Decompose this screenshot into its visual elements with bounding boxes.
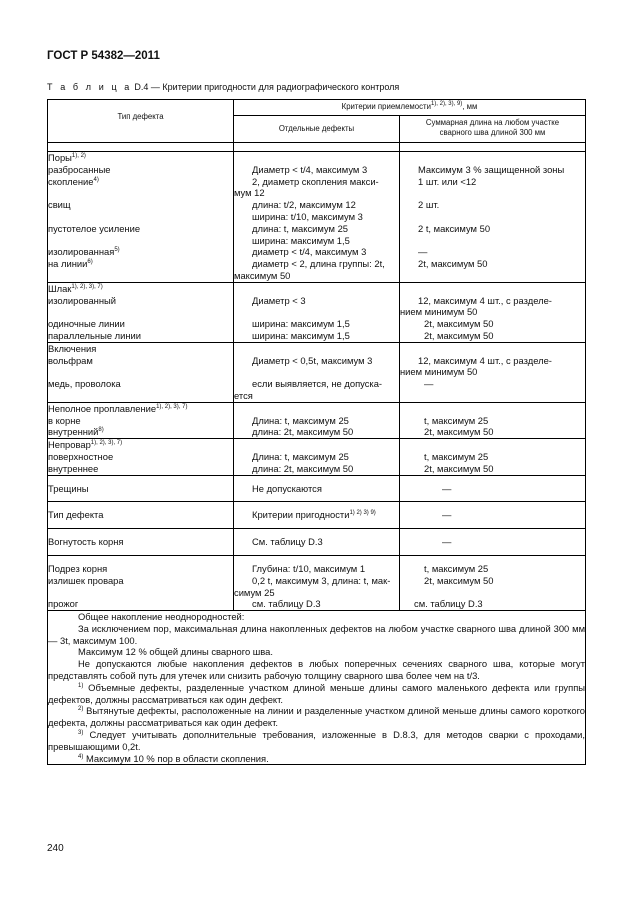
undercut-single-cell xyxy=(234,555,400,610)
lof-total-cell xyxy=(400,402,586,438)
incl-c2-2b: ется xyxy=(234,389,253,401)
slag-c3-3: 2t, максимум 50 xyxy=(424,329,494,341)
header-total-length xyxy=(400,116,586,143)
undercut-c2-3: см. таблицу D.3 xyxy=(252,598,321,610)
undercut-c2-2a: 0,2 t, максимум 3, длина: t, мак- xyxy=(252,574,391,586)
blank-line xyxy=(48,211,233,223)
header-row-1 xyxy=(48,100,586,116)
type2-single-cell xyxy=(234,502,400,529)
lof-single-cell xyxy=(234,402,400,438)
slag-parallel-lines: параллельные линии xyxy=(48,329,142,341)
ip-c3-2: 2t, максимум 50 xyxy=(424,462,494,474)
lof-type-cell xyxy=(48,402,234,438)
pores-scattered: разбросанные xyxy=(48,163,111,175)
slag-single-lines: одиночные линии xyxy=(48,318,125,330)
concavity-title: Вогнутость корня xyxy=(48,536,124,548)
pores-wormhole: свищ xyxy=(48,199,71,211)
slag-c2-1: Диаметр < 3 xyxy=(252,294,306,306)
pores-c3-2: 1 шт. или <12 xyxy=(418,175,477,187)
slag-c3-1b: нием минимум 50 xyxy=(400,306,478,318)
concavity-single-cell xyxy=(234,529,400,556)
incl-single-cell xyxy=(234,342,400,402)
header-col3-line2: сварного шва длиной 300 мм xyxy=(439,128,546,137)
row-defect-type xyxy=(48,502,586,529)
pores-c2-4: ширина: t/10, максимум 3 xyxy=(252,210,363,222)
criteria-table xyxy=(47,99,586,765)
pores-c2-8b: максимум 50 xyxy=(234,269,291,281)
pores-cluster: скопление$^{4)}$ xyxy=(48,175,99,187)
pores-c3-1: Максимум 3 % защищенной зоны xyxy=(418,163,565,175)
undercut-burnthrough: прожог xyxy=(48,598,79,610)
blank-line xyxy=(48,235,233,247)
type2-c2: Критерии пригодности$^{1) 2) 3) 9)}$ xyxy=(252,509,376,521)
row-incomplete-penetration xyxy=(48,439,586,475)
incl-c2-1: Диаметр < 0,5t, максимум 3 xyxy=(252,354,373,366)
lof-c3-2: 2t, максимум 50 xyxy=(424,426,494,438)
pores-c2-6: ширина: максимум 1,5 xyxy=(252,234,350,246)
header-col3-line1: Суммарная длина на любом участке xyxy=(425,118,560,127)
pores-hollow-bead: пустотелое усиление xyxy=(48,222,141,234)
lof-c3-1: t, максимум 25 xyxy=(424,414,489,426)
header-group-text: Критерии приемлемости xyxy=(341,102,431,111)
standard-number: ГОСТ Р 54382—2011 xyxy=(47,50,160,62)
pores-c2-2b: мум 12 xyxy=(234,187,265,199)
ip-c2-1: Длина: t, максимум 25 xyxy=(252,450,349,462)
pores-c2-2a: 2, диаметр скопления макси- xyxy=(252,175,379,187)
header-group-unit: , мм xyxy=(462,102,478,111)
header-single-defects xyxy=(234,116,400,143)
pores-total-cell xyxy=(400,152,586,283)
incl-c3-1b: нием минимум 50 xyxy=(400,366,478,378)
undercut-total-cell xyxy=(400,555,586,610)
spacer-cell xyxy=(48,143,234,152)
slag-type-cell xyxy=(48,282,234,342)
pores-c3-6: 2t, максимум 50 xyxy=(418,258,488,270)
pores-c2-3: длина: t/2, максимум 12 xyxy=(252,199,356,211)
incl-copper: медь, проволока xyxy=(48,378,121,390)
cracks-total-cell xyxy=(400,475,586,502)
notes-cell xyxy=(48,611,586,765)
header-acceptance xyxy=(234,100,586,116)
note-accumulation-3: Не допускаются любые накопления дефектов в любых поперечных сечениях сварного шва, которые могут представлять собой путь для утечек или снизить рабочую толщину сварного шва более чем на t/3. xyxy=(48,658,586,682)
blank-line xyxy=(48,187,233,199)
row-incomplete-fusion xyxy=(48,402,586,438)
incl-c3-1a: 12, максимум 4 шт., с разделе- xyxy=(418,354,552,366)
slag-isolated: изолированный xyxy=(48,294,116,306)
concavity-c2: См. таблицу D.3 xyxy=(252,536,323,548)
ip-internal: внутреннее xyxy=(48,462,99,474)
header-defect-type xyxy=(48,100,234,143)
caption-label: Т а б л и ц а xyxy=(47,82,132,92)
undercut-c3-1: t, максимум 25 xyxy=(424,562,489,574)
incl-title: Включения xyxy=(48,342,97,354)
incl-tungsten: вольфрам xyxy=(48,354,93,366)
ip-c3-1: t, максимум 25 xyxy=(424,450,489,462)
type2-title: Тип дефекта xyxy=(48,509,104,521)
type2-total-cell xyxy=(400,502,586,529)
concavity-c3: — xyxy=(442,536,452,548)
incl-c3-2: — xyxy=(424,378,434,390)
undercut-excess: излишек провара xyxy=(48,574,124,586)
row-inclusions xyxy=(48,342,586,402)
page-number: 240 xyxy=(47,843,64,854)
slag-c3-2: 2t, максимум 50 xyxy=(424,318,494,330)
lof-title: Неполное проплавление$^{1), 2), 3), 7)}$ xyxy=(48,402,188,414)
footnote-3: $^{3)}$ Следует учитывать дополнительные требования, изложенные в D.8.3, для методов сварки с проходами, превышающими 0,2t. xyxy=(48,729,586,752)
pores-c2-1: Диаметр < t/4, максимум 3 xyxy=(252,163,368,175)
spacer-row xyxy=(48,143,586,152)
undercut-type-cell xyxy=(48,555,234,610)
note-accumulation-title: Общее накопление неоднородностей: xyxy=(78,611,245,623)
pores-type-cell xyxy=(48,152,234,283)
undercut-c2-2b: симум 25 xyxy=(234,586,275,598)
slag-c2-2: ширина: максимум 1,5 xyxy=(252,318,350,330)
ip-title: Непровар$^{1), 2), 3), 7)}$ xyxy=(48,439,123,451)
note-accumulation-1: За исключением пор, максимальная длина накопленных дефектов на любом участке сварного шва длиной 300 мм — 3t, максимум 100. xyxy=(48,622,586,646)
pores-c2-5: длина: t, максимум 25 xyxy=(252,222,348,234)
ip-surface: поверхностное xyxy=(48,450,114,462)
cracks-c3: — xyxy=(442,482,452,494)
row-slag xyxy=(48,282,586,342)
ip-single-cell xyxy=(234,439,400,475)
header-group-sup: 1), 2), 3), 9) xyxy=(430,101,463,107)
ip-total-cell xyxy=(400,439,586,475)
header-col1-text: Тип дефекта xyxy=(117,112,164,121)
slag-c3-1a: 12, максимум 4 шт., с разделе- xyxy=(418,294,552,306)
concavity-total-cell xyxy=(400,529,586,556)
type2-type-cell xyxy=(48,502,234,529)
cracks-single-cell xyxy=(234,475,400,502)
lof-root: в корне xyxy=(48,414,81,426)
undercut-root: Подрез корня xyxy=(48,562,108,574)
pores-c3-5: — xyxy=(418,246,428,258)
slag-title: Шлак$^{1), 2), 3), 7)}$ xyxy=(48,282,103,294)
spacer-cell xyxy=(400,143,586,152)
undercut-c3-2: 2t, максимум 50 xyxy=(424,574,494,586)
pores-linear: на линии$^{6)}$ xyxy=(48,258,93,270)
cracks-c2: Не допускаются xyxy=(252,482,322,494)
caption-text: D.4 — Критерии пригодности для радиографического контроля xyxy=(131,82,400,92)
pores-isolated: изолированная$^{5)}$ xyxy=(48,246,120,258)
undercut-c3-3: см. таблицу D.3 xyxy=(414,598,483,610)
lof-internal: внутренний$^{8)}$ xyxy=(48,426,104,438)
lof-c2-2: длина: 2t, максимум 50 xyxy=(252,426,354,438)
spacer-cell xyxy=(234,143,400,152)
pores-c3-3: 2 шт. xyxy=(418,199,440,211)
undercut-c2-1: Глубина: t/10, максимум 1 xyxy=(252,562,366,574)
lof-c2-1: Длина: t, максимум 25 xyxy=(252,414,349,426)
table-caption xyxy=(47,82,399,92)
row-undercut xyxy=(48,555,586,610)
note-accumulation-2: Максимум 12 % общей длины сварного шва. xyxy=(78,646,273,658)
row-root-concavity xyxy=(48,529,586,556)
row-pores xyxy=(48,152,586,283)
pores-title: Поры$^{1), 2)}$ xyxy=(48,152,86,163)
pores-c2-8a: диаметр < 2, длина группы: 2t, xyxy=(252,258,385,270)
pores-single-cell xyxy=(234,152,400,283)
incl-total-cell xyxy=(400,342,586,402)
pores-c3-4: 2 t, максимум 50 xyxy=(418,222,491,234)
cracks-title: Трещины xyxy=(48,482,89,494)
pores-c2-7: диаметр < t/4, максимум 3 xyxy=(252,246,367,258)
row-notes xyxy=(48,611,586,765)
header-col2-text: Отдельные дефекты xyxy=(278,124,355,133)
incl-c2-2a: если выявляется, не допуска- xyxy=(252,378,383,390)
incl-type-cell xyxy=(48,342,234,402)
footnote-2: $^{2)}$ Вытянутые дефекты, расположенные на линии и разделенные участком длиной меньше длины самого короткого дефекта, должны рассматриваться как один дефект. xyxy=(48,705,586,729)
slag-c2-3: ширина: максимум 1,5 xyxy=(252,329,350,341)
slag-total-cell xyxy=(400,282,586,342)
footnote-4: $^{4)}$ Максимум 10 % пор в области скопления. xyxy=(78,752,269,764)
footnote-1: $^{1)}$ Объемные дефекты, разделенные участком длиной меньше длины самого маленького дефекта или группы дефектов, должны рассматриваться как один дефект. xyxy=(48,681,586,705)
concavity-type-cell xyxy=(48,529,234,556)
cracks-type-cell xyxy=(48,475,234,502)
type2-c3: — xyxy=(442,509,452,521)
ip-c2-2: длина: 2t, максимум 50 xyxy=(252,462,354,474)
row-cracks xyxy=(48,475,586,502)
ip-type-cell xyxy=(48,439,234,475)
slag-single-cell xyxy=(234,282,400,342)
